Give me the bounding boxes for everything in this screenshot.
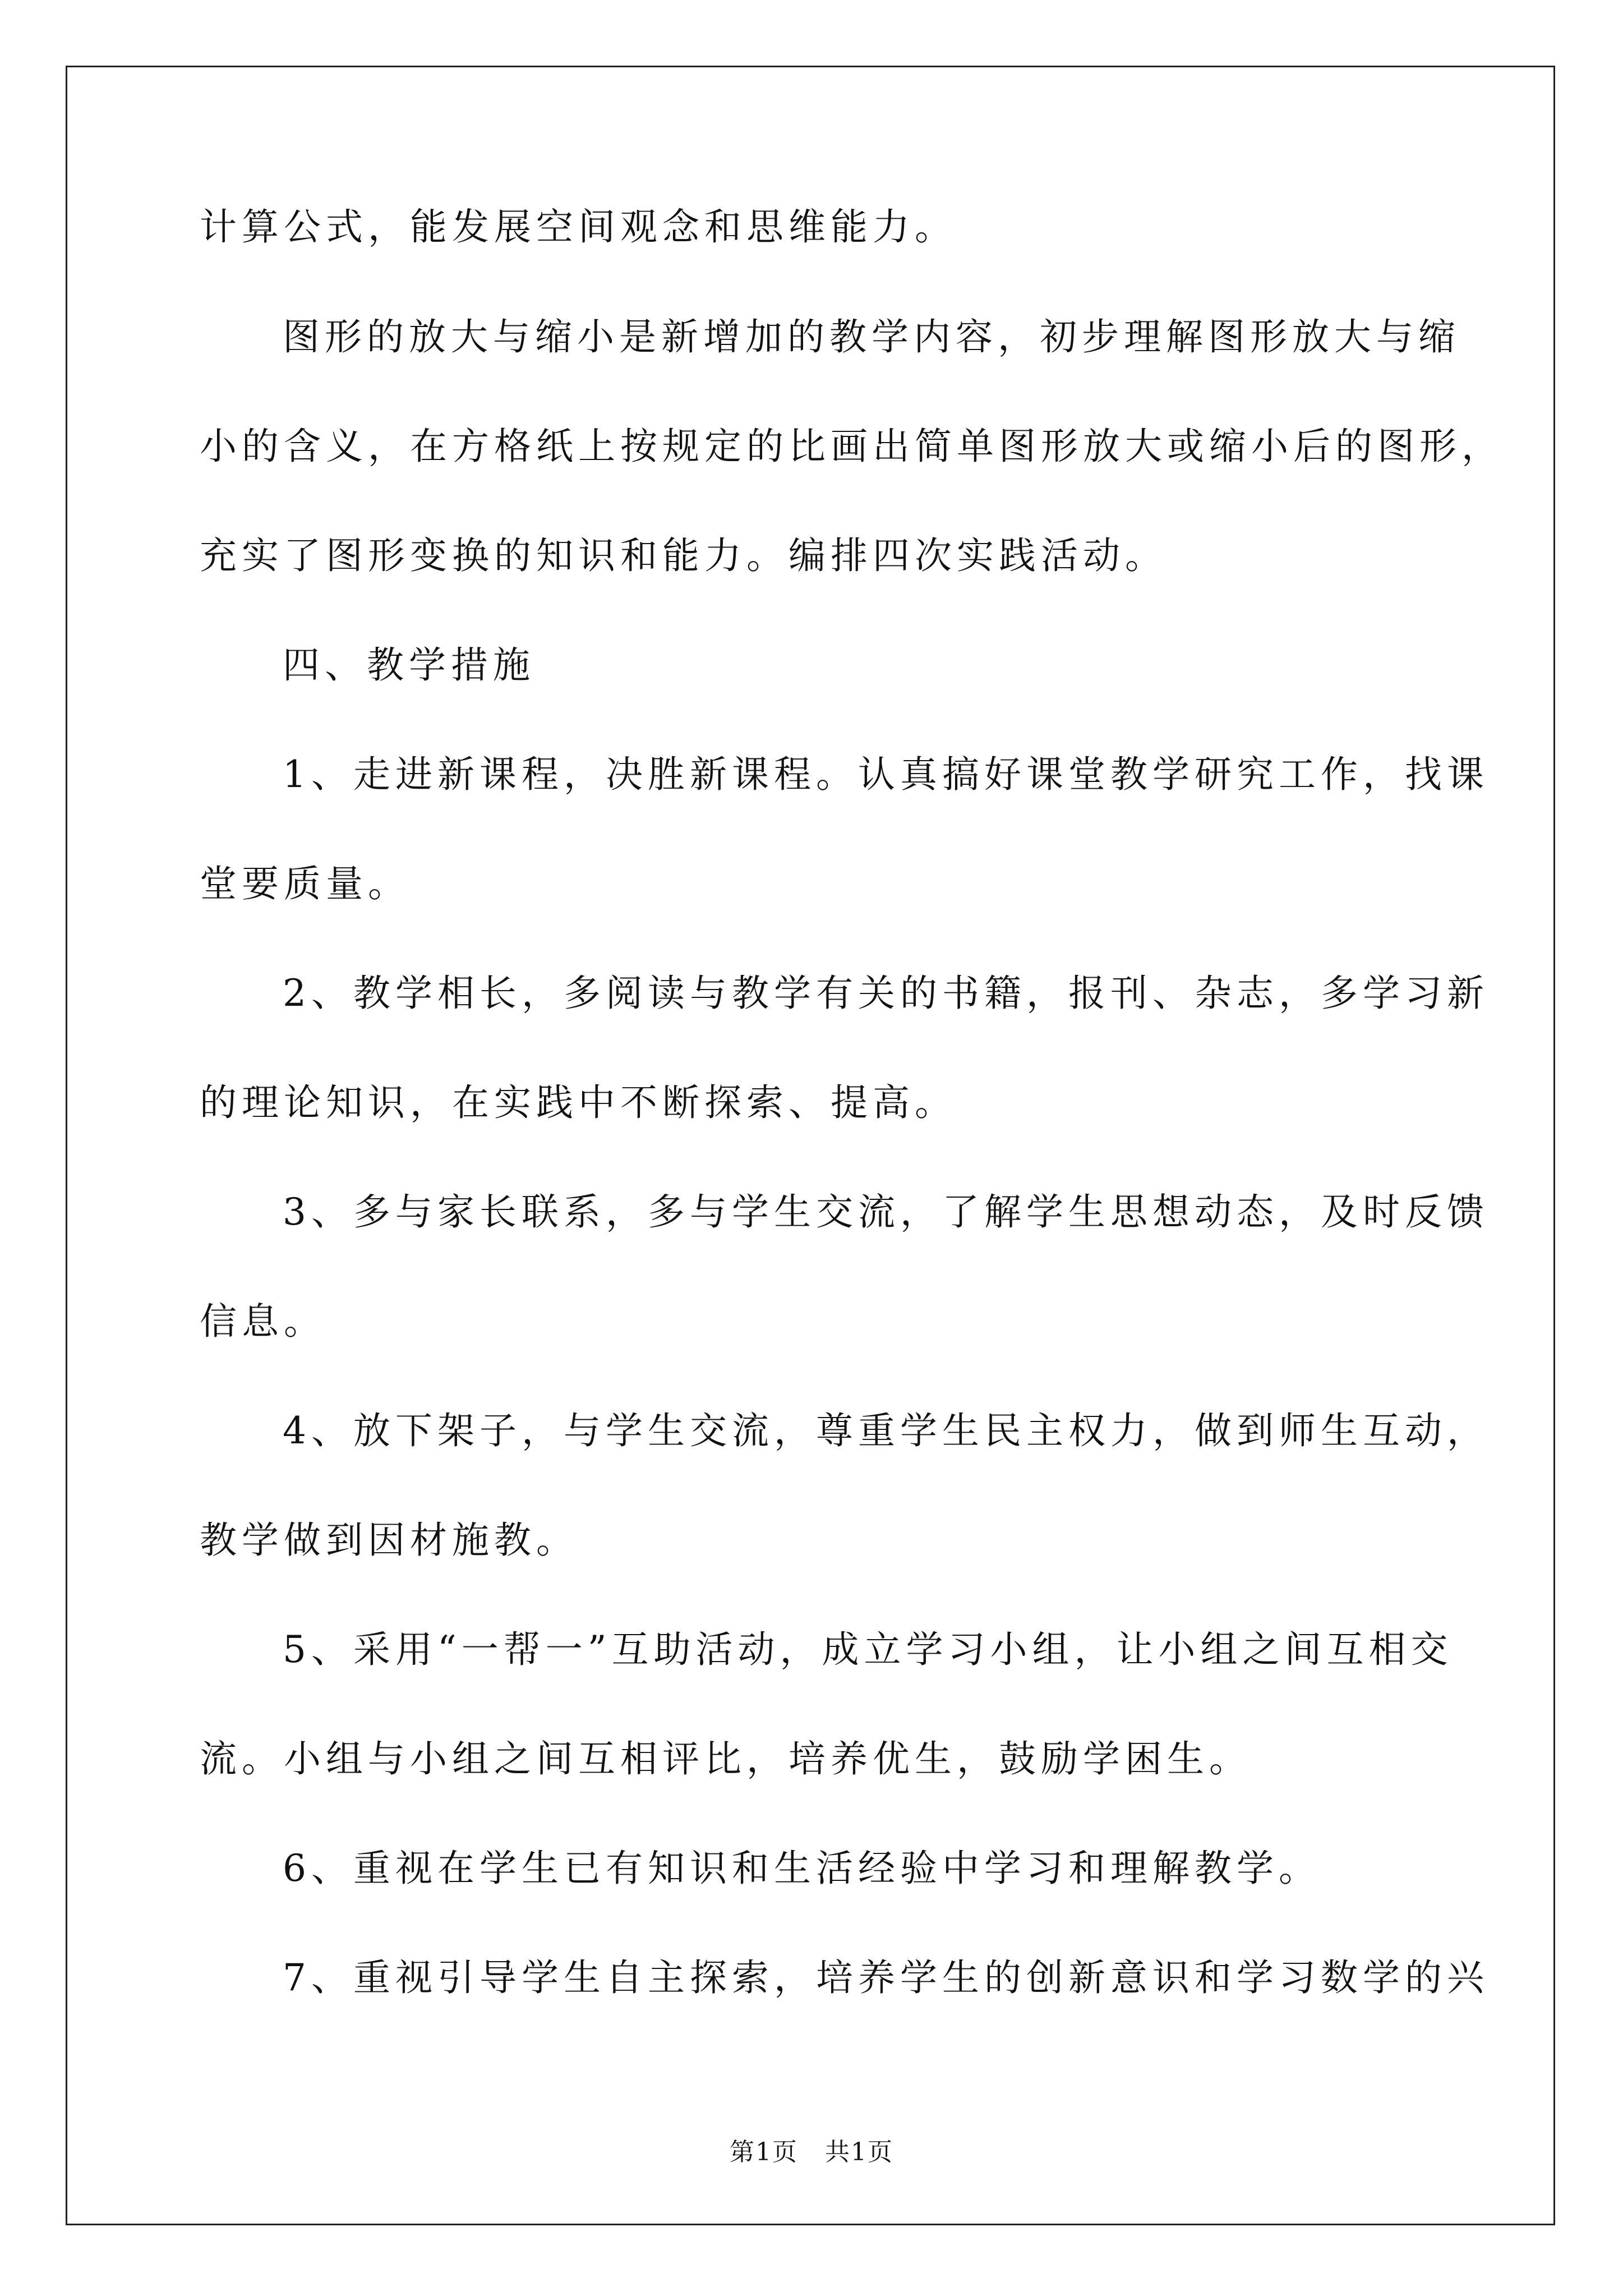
text-line: 1、走进新课程，决胜新课程。认真搞好课堂教学研究工作，找课 <box>283 753 1489 796</box>
text-line: 3、多与家长联系，多与学生交流，了解学生思想动态，及时反馈 <box>283 1190 1489 1234</box>
text-line: 充实了图形变换的知识和能力。编排四次实践活动。 <box>200 534 1167 577</box>
text-line: 流。小组与小组之间互相评比，培养优生，鼓励学困生。 <box>200 1737 1251 1780</box>
section-heading: 四、教学措施 <box>283 643 535 687</box>
text-line: 教学做到因材施教。 <box>200 1519 578 1562</box>
text-line: 7、重视引导学生自主探索，培养学生的创新意识和学习数学的兴 <box>283 1956 1489 1999</box>
text-line: 6、重视在学生已有知识和生活经验中学习和理解教学。 <box>283 1847 1321 1890</box>
text-line: 2、教学相长，多阅读与教学有关的书籍，报刊、杂志，多学习新 <box>283 972 1489 1015</box>
text-line: 计算公式，能发展空间观念和思维能力。 <box>200 205 957 249</box>
page-footer: 第1页 共1页 <box>730 2138 893 2166</box>
text-line: 的理论知识，在实践中不断探索、提高。 <box>200 1081 957 1124</box>
text-line: 堂要质量。 <box>200 862 410 905</box>
text-line: 图形的放大与缩小是新增加的教学内容，初步理解图形放大与缩 <box>283 315 1460 358</box>
text-line: 4、放下架子，与学生交流，尊重学生民主权力，做到师生互动， <box>283 1409 1489 1452</box>
text-line: 小的含义，在方格纸上按规定的比画出简单图形放大或缩小后的图形， <box>200 425 1504 468</box>
text-line: 5、采用“一帮一”互助活动，成立学习小组，让小组之间互相交 <box>283 1628 1453 1671</box>
document-body <box>200 202 1504 2003</box>
text-line: 信息。 <box>200 1300 326 1343</box>
